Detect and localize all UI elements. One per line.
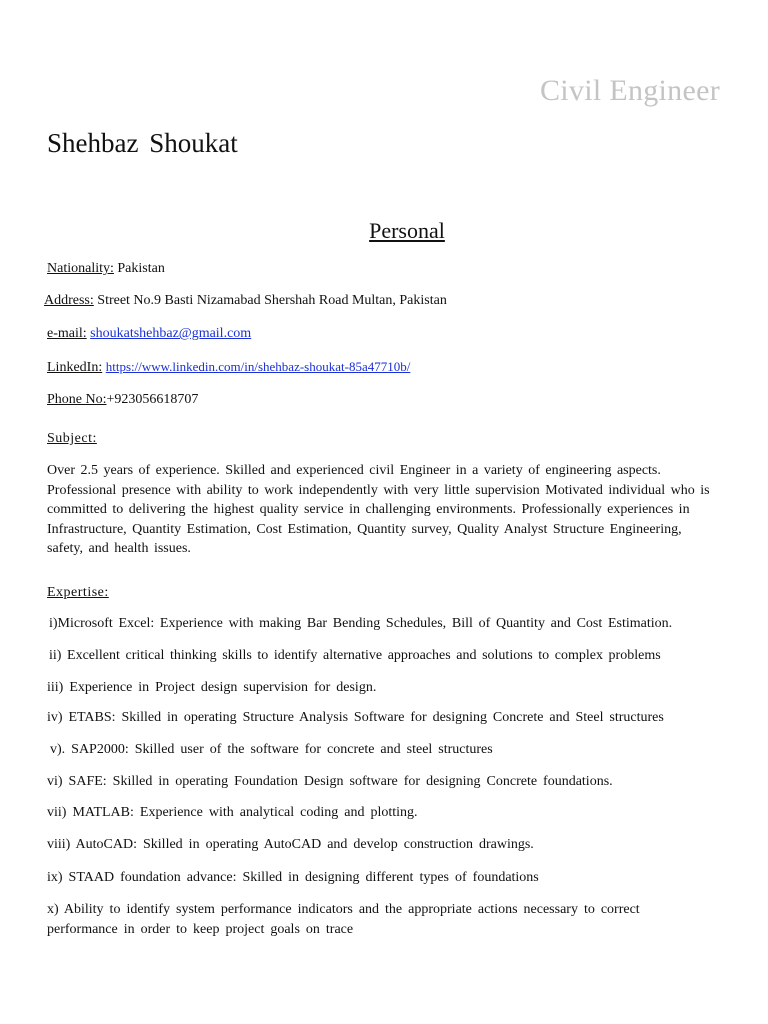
expertise-item: i)Microsoft Excel: Experience with making Bar Bending Schedules, Bill of Quantity and Cost Estimation.: [49, 616, 673, 631]
nationality-row: [47, 261, 165, 277]
expertise-item: vii) MATLAB: Experience with analytical coding and plotting.: [47, 805, 418, 820]
expertise-item: iv) ETABS: Skilled in operating Structure Analysis Software for designing Concrete and Steel structures: [47, 710, 664, 725]
email-row: [47, 326, 251, 342]
email-link[interactable]: shoukatshehbaz@gmail.com: [90, 326, 252, 341]
expertise-item: vi) SAFE: Skilled in operating Foundation Design software for designing Concrete foundations.: [47, 774, 613, 789]
subject-text: Over 2.5 years of experience. Skilled and experienced civil Engineer in a variety of engineering aspects. Professional presence with ability to work independently with very little supervision Motivated individual who is committed to delivering the highest quality service in challenging environments. Professionally experiences in Infrastructure, Quantity Estimation, Cost Estimation, Quantity survey, Quality Analyst Structure Engineering, safety, and health issues.: [47, 463, 710, 557]
address-label: Address:: [44, 293, 94, 308]
expertise-heading: Expertise:: [47, 585, 109, 600]
subject-heading: Subject:: [47, 431, 97, 446]
expertise-item: x) Ability to identify system performance indicators and the appropriate actions necessary to correct performance in order to keep project goals on trace: [47, 902, 640, 937]
phone-value: +923056618707: [106, 392, 199, 407]
personal-heading: Personal: [369, 218, 445, 243]
address-value: Street No.9 Basti Nizamabad Shershah Road Multan, Pakistan: [97, 293, 447, 308]
linkedin-label: LinkedIn:: [47, 360, 103, 375]
linkedin-link[interactable]: https://www.linkedin.com/in/shehbaz-shoukat-85a47710b/: [105, 359, 411, 374]
expertise-item: ix) STAAD foundation advance: Skilled in designing different types of foundations: [47, 870, 539, 885]
expertise-item: iii) Experience in Project design supervision for design.: [47, 680, 377, 695]
email-label: e-mail:: [47, 326, 87, 341]
phone-label: Phone No:: [47, 392, 107, 407]
address-row: [44, 293, 447, 309]
phone-row: [47, 392, 198, 408]
expertise-item: ii) Excellent critical thinking skills to identify alternative approaches and solutions to complex problems: [49, 648, 661, 663]
expertise-item: v). SAP2000: Skilled user of the software for concrete and steel structures: [50, 742, 493, 757]
job-title: Civil Engineer: [540, 74, 720, 107]
expertise-item: viii) AutoCAD: Skilled in operating AutoCAD and develop construction drawings.: [47, 837, 534, 852]
nationality-value: Pakistan: [117, 261, 165, 276]
candidate-name: Shehbaz Shoukat: [47, 128, 238, 158]
nationality-label: Nationality:: [47, 261, 114, 276]
linkedin-row: [47, 359, 410, 376]
